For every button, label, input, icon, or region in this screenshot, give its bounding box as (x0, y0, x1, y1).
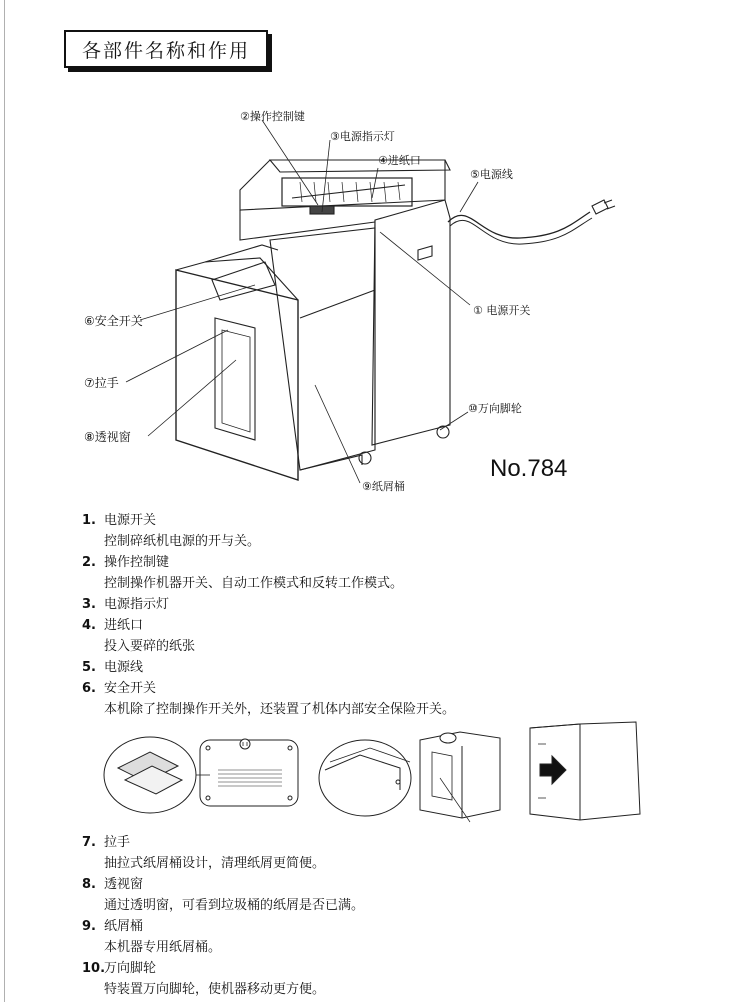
callout-power-cord: ⑤电源线 (470, 168, 513, 181)
callout-handle: ⑦拉手 (84, 376, 119, 390)
item-2-name: 2. 操作控制键 (82, 555, 170, 570)
item-1-name: 1. 电源开关 (82, 513, 157, 528)
callout-waste-bin: ⑨纸屑桶 (362, 480, 405, 493)
callout-casters: ⑩万向脚轮 (468, 402, 522, 415)
item-1-desc: 控制碎纸机电源的开与关。 (104, 534, 261, 549)
item-5-name: 5. 电源线 (82, 660, 144, 675)
arrow-right-icon (540, 756, 566, 784)
callout-safety-switch: ⑥安全开关 (84, 314, 143, 328)
item-7-desc: 抽拉式纸屑桶设计，清理纸屑更简便。 (104, 856, 326, 871)
callout-feed-slot: ④进纸口 (378, 154, 421, 167)
callout-control-keys: ②操作控制键 (240, 110, 305, 123)
item-9-name: 9. 纸屑桶 (82, 919, 144, 934)
zoom-circle-2 (319, 740, 411, 816)
item-8-name: 8. 透视窗 (82, 877, 144, 892)
callout-power-indicator: ③电源指示灯 (330, 130, 395, 143)
item-4-desc: 投入要碎的纸张 (104, 639, 196, 654)
item-6-desc: 本机除了控制操作开关外，还装置了机体内部安全保险开关。 (104, 702, 456, 717)
item-10-name: 10.万向脚轮 (82, 961, 157, 976)
callout-view-window: ⑧透视窗 (84, 430, 131, 444)
page-title: 各部件名称和作用 (64, 30, 268, 68)
item-10-desc: 特装置万向脚轮，使机器移动更方便。 (104, 982, 326, 997)
item-7-name: 7. 拉手 (82, 835, 131, 850)
item-6-name: 6. 安全开关 (82, 681, 157, 696)
item-4-name: 4. 进纸口 (82, 618, 144, 633)
item-3-name: 3. 电源指示灯 (82, 597, 170, 612)
switch-marker-icon (240, 739, 250, 749)
item-9-desc: 本机器专用纸屑桶。 (104, 940, 222, 955)
item-8-desc: 通过透明窗，可看到垃圾桶的纸屑是否已满。 (104, 898, 365, 913)
model-number: No.784 (490, 455, 568, 482)
item-2-desc: 控制操作机器开关、自动工作模式和反转工作模式。 (104, 576, 404, 591)
bottom-panel (200, 740, 298, 806)
callout-power-switch: ① 电源开关 (473, 304, 531, 317)
